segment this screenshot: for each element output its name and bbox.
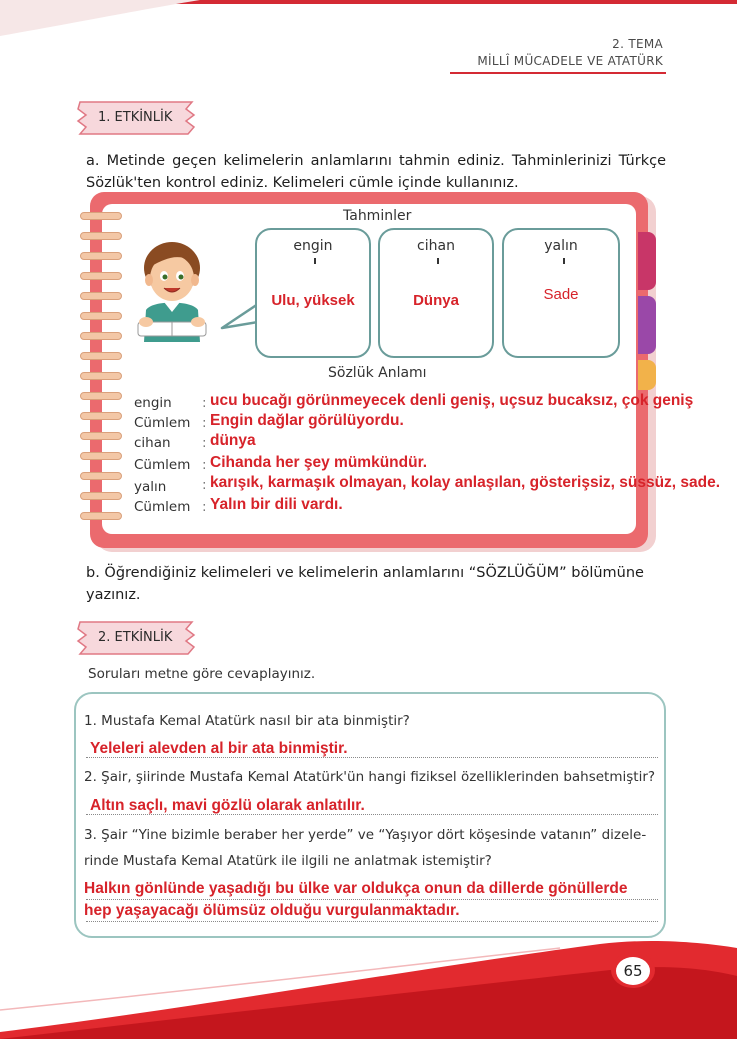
dictionary-label: Cümlem (134, 457, 191, 473)
boy-writing-illustration (134, 238, 210, 342)
question-1: 1. Mustafa Kemal Atatürk nasıl bir ata binmiştir? (84, 713, 410, 729)
answer-3-line2: hep yaşayacağı ölümsüz olduğu vurgulanmaktadır. (84, 902, 460, 919)
guess-word: yalın (544, 238, 578, 254)
dictionary-label: engin (134, 395, 172, 411)
dictionary-value: Cihanda her şey mümkündür. (210, 454, 428, 471)
guess-box (378, 228, 494, 358)
dictionary-value: ucu bucağı görünmeyecek denli geniş, uçsuz bucaksız, çok geniş (210, 392, 694, 409)
guess-box (502, 228, 620, 358)
activity1-banner (76, 100, 206, 136)
dictionary-title: Sözlük Anlamı (328, 365, 427, 381)
answer-2: Altın saçlı, mavi gözlü olarak anlatılır. (90, 797, 365, 814)
answer-3-line1: Halkın gönlünde yaşadığı bu ülke var oldukça onun da dillerde gönüllerde (84, 880, 628, 897)
activity2-banner (76, 620, 206, 656)
page-number: 65 (623, 962, 643, 980)
header-wave-decoration (0, 0, 260, 60)
activity1-instruction-a: a. Metinde geçen kelimelerin anlamlarını tahmin ediniz. Tahminlerinizi Türkçe Sözlük'ten kontrol ediniz. Kelimeleri cümle içinde kullanınız. (86, 153, 666, 191)
answer-line (86, 814, 658, 815)
dictionary-value: Yalın bir dili vardı. (210, 496, 343, 513)
notebook-tab (638, 296, 656, 354)
dictionary-label: Cümlem (134, 415, 191, 431)
answer-1: Yeleleri alevden al bir ata binmiştir. (90, 740, 348, 757)
guess-word: cihan (417, 238, 455, 254)
answer-line (86, 899, 658, 900)
guesses-title: Tahminler (343, 208, 412, 224)
dictionary-label: yalın (134, 479, 167, 495)
question-3-line2: rinde Mustafa Kemal Atatürk ile ilgili ne anlatmak istemiştir? (84, 853, 492, 869)
dictionary-value: dünya (210, 432, 256, 449)
guess-answer: Sade (543, 286, 579, 303)
notebook-tab (638, 232, 656, 290)
guess-box (255, 228, 371, 358)
dictionary-label: cihan (134, 435, 171, 451)
question-3-line1: 3. Şair “Yine bizimle beraber her yerde” ve “Yaşıyor dört köşesinde vatanın” dizele- (84, 827, 647, 843)
dictionary-value: Engin dağlar görülüyordu. (210, 412, 404, 429)
answer-line (86, 757, 658, 758)
speech-tail (220, 300, 260, 340)
guess-answer: Dünya (413, 292, 459, 309)
theme-number: 2. TEMA (612, 37, 663, 51)
activity1-instruction-b: b. Öğrendiğiniz kelimeleri ve kelimelerin anlamlarını “SÖZLÜĞÜM” bölümüne yazınız. (86, 565, 644, 603)
activity2-instruction: Soruları metne göre cevaplayınız. (88, 666, 316, 682)
notebook-tab (638, 360, 656, 390)
guess-answer: Ulu, yüksek (271, 292, 355, 309)
theme-title: MİLLÎ MÜCADELE VE ATATÜRK (477, 54, 663, 68)
activity2-label: 2. ETKİNLİK (98, 630, 173, 645)
question-2: 2. Şair, şiirinde Mustafa Kemal Atatürk'ün hangi fiziksel özelliklerinden bahsetmiştir? (84, 769, 656, 785)
guess-word: engin (293, 238, 333, 254)
header-underline (450, 72, 666, 74)
dictionary-label: Cümlem (134, 499, 191, 515)
dictionary-value: karışık, karmaşık olmayan, kolay anlaşılan, gösterişsiz, süssüz, sade. (210, 474, 721, 491)
activity1-label: 1. ETKİNLİK (98, 110, 173, 125)
